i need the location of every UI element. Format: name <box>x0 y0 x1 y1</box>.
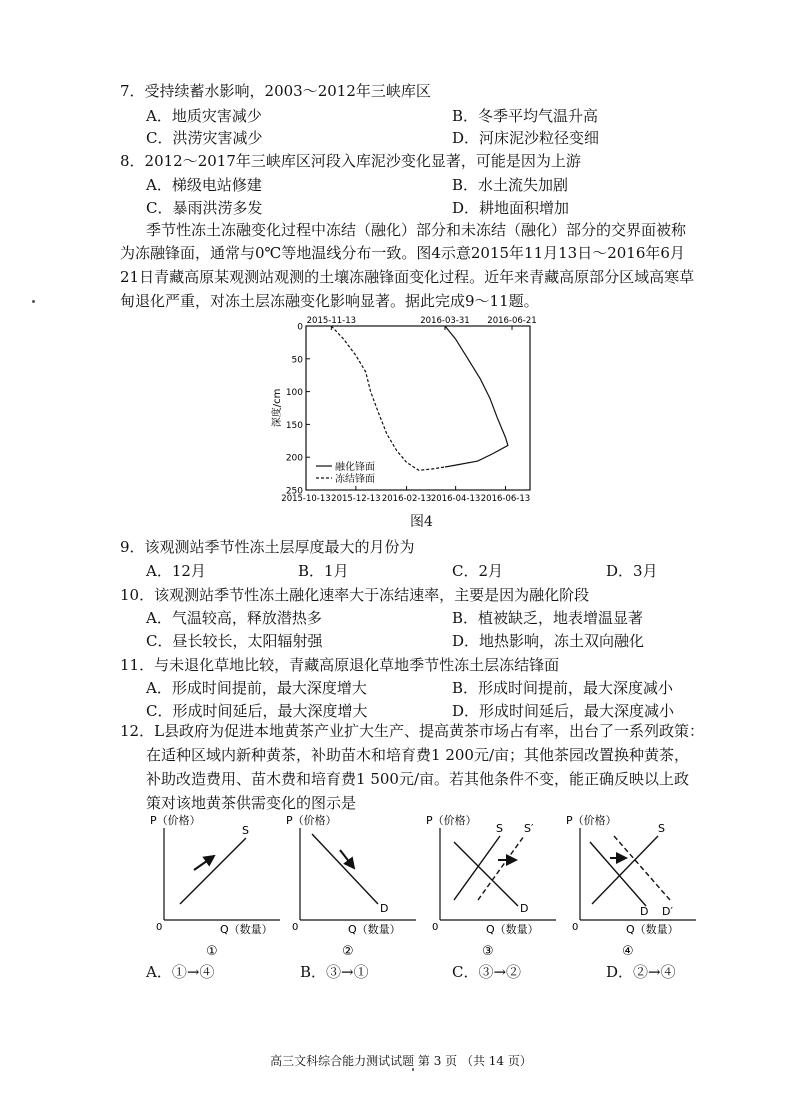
q10-option-b: B．植被缺乏，地表增温显著 <box>452 609 644 627</box>
x-tick-label: 2015-12-13 <box>331 494 381 504</box>
q11-option-a: A．形成时间提前，最大深度增大 <box>146 679 367 697</box>
intro-line-3: 21日青藏高原某观测站观测的土壤冻融锋面变化过程。近年来青藏高原部分区域高寒草 <box>120 268 695 286</box>
intro-line-2: 为冻融锋面，通常与0℃等地温线分布一致。图4示意2015年11月13日～2016年6月 <box>120 244 685 262</box>
q12-line-4: 策对该地黄茶供需变化的图示是 <box>146 794 357 812</box>
q12-option-b: B．③→① <box>300 963 369 981</box>
q9-option-d: D．3月 <box>606 562 658 580</box>
intro-line-1: 季节性冻土冻融变化过程中冻结（融化）部分和未冻结（融化）部分的交界面被称 <box>146 221 687 239</box>
graph-4-quantity-axis-label: Q（数量） <box>626 923 679 936</box>
page-footer: 高三文科综合能力测试试题 第 3 页 （共 14 页） <box>270 1054 532 1068</box>
graph-1-number: ① <box>206 944 218 959</box>
graph-2-label-d: D <box>380 902 389 915</box>
series-freeze-front-line <box>331 326 445 470</box>
q11-option-c: C．形成时间延后，最大深度增大 <box>146 702 368 720</box>
scan-speck <box>32 300 35 303</box>
y-tick-label: 0 <box>297 322 303 333</box>
q11-stem: 11．与未退化草地比较，青藏高原退化草地季节性冻土层冻结锋面 <box>120 656 560 674</box>
q7-option-d: D．河床泥沙粒径变细 <box>452 129 600 147</box>
graph-1-price-axis-label: P（价格） <box>150 814 201 827</box>
graph-2-price-axis-label: P（价格） <box>286 814 337 827</box>
graph-3-label-s: S <box>496 822 503 835</box>
q10-option-d: D．地热影响，冻土双向融化 <box>452 632 645 650</box>
graph-1-quantity-axis-label: Q（数量） <box>220 923 273 936</box>
q10-option-a: A．气温较高，释放潜热多 <box>146 609 322 627</box>
figure-4-caption: 图4 <box>410 514 433 530</box>
q12-option-c: C．③→② <box>452 963 522 981</box>
q9-option-b: B．1月 <box>298 562 349 580</box>
q12-line-3: 补助改造费用、苗木费和培育费1 500元/亩。若其他条件不变，能正确反映以上政 <box>146 770 689 788</box>
q9-option-c: C．2月 <box>452 562 504 580</box>
graph-4-demand-curve-shifted <box>614 836 670 900</box>
graph-2-demand-curve <box>312 834 378 904</box>
figure-4-freeze-thaw-chart <box>270 312 570 512</box>
supply-demand-graphs <box>150 812 710 960</box>
q9-stem: 9．该观测站季节性冻土层厚度最大的月份为 <box>120 538 415 556</box>
graph-1-supply-curve <box>180 838 246 904</box>
scan-speck <box>412 1068 414 1071</box>
graph-4-label-d-prime: D′ <box>662 905 673 918</box>
graph-1-shift-arrow <box>194 856 214 870</box>
graph-1-label-s: S <box>242 824 249 837</box>
graph-3 <box>426 813 556 959</box>
legend-freeze-label: 冻结锋面 <box>335 474 375 485</box>
q8-stem: 8．2012～2017年三峡库区河段入库泥沙变化显著，可能是因为上游 <box>120 152 581 170</box>
q7-option-b: B．冬季平均气温升高 <box>452 107 599 125</box>
graph-2-number: ② <box>342 944 354 959</box>
graph-4-number: ④ <box>622 944 634 959</box>
graph-1-origin: 0 <box>156 922 163 933</box>
x-tick-label: 2016-02-13 <box>381 494 432 504</box>
graph-4-price-axis-label: P（价格） <box>566 814 617 827</box>
q9-option-a: A．12月 <box>146 562 206 580</box>
q10-stem: 10．该观测站季节性冻土融化速率大于冻结速率，主要是因为融化阶段 <box>120 586 590 604</box>
y-tick-label: 50 <box>291 355 303 366</box>
x-tick-label: 2016-04-13 <box>430 494 481 504</box>
y-tick-label: 250 <box>285 486 303 497</box>
graph-3-price-axis-label: P（价格） <box>426 814 477 827</box>
graph-3-supply-curve-shifted <box>478 836 524 900</box>
graph-3-number: ③ <box>482 944 494 959</box>
q12-line-1: 12．L县政府为促进本地黄茶产业扩大生产、提高黄茶市场占有率，出台了一系列政策： <box>120 722 705 740</box>
y-tick-label: 200 <box>285 453 303 464</box>
graph-3-demand-curve <box>454 842 518 906</box>
q8-option-d: D．耕地面积增加 <box>452 199 570 217</box>
graph-4 <box>566 813 696 959</box>
graph-3-supply-curve <box>454 836 500 900</box>
graph-3-label-d: D <box>520 902 529 915</box>
graph-4-demand-curve <box>590 842 646 906</box>
graph-3-origin: 0 <box>432 922 439 933</box>
intro-line-4: 甸退化严重，对冻土层冻融变化影响显著。据此完成9～11题。 <box>120 292 539 310</box>
q7-option-c: C．洪涝灾害减少 <box>146 129 263 147</box>
graph-4-label-d: D <box>640 905 649 918</box>
q10-option-c: C．昼长较长，太阳辐射强 <box>146 632 323 650</box>
graph-4-label-s: S <box>658 822 665 835</box>
x-tick-label: 2015-10-13 <box>281 494 331 504</box>
y-tick-label: 100 <box>285 388 303 399</box>
y-axis-label: 深度/cm <box>272 388 283 428</box>
q8-option-b: B．水土流失加剧 <box>452 176 569 194</box>
x-top-tick-label: 2016-06-21 <box>487 316 537 326</box>
graph-3-quantity-axis-label: Q（数量） <box>486 923 539 936</box>
graph-4-origin: 0 <box>572 922 579 933</box>
y-tick-label: 150 <box>285 420 303 431</box>
q7-stem: 7．受持续蓄水影响，2003～2012年三峡库区 <box>120 82 431 100</box>
q11-option-d: D．形成时间延后，最大深度减小 <box>452 702 675 720</box>
x-top-tick-label: 2015-11-13 <box>306 316 357 326</box>
x-tick-label: 2016-06-13 <box>480 494 531 504</box>
graph-2-origin: 0 <box>292 922 299 933</box>
q8-option-a: A．梯级电站修建 <box>146 176 262 194</box>
graph-4-supply-curve <box>592 836 658 904</box>
q7-option-a: A．地质灾害减少 <box>146 107 262 125</box>
q11-option-b: B．形成时间提前，最大深度减小 <box>452 679 674 697</box>
graph-2-quantity-axis-label: Q（数量） <box>348 923 401 936</box>
series-melt-front-line <box>445 326 508 467</box>
x-top-tick-label: 2016-03-31 <box>420 316 470 326</box>
graph-2 <box>286 813 416 959</box>
graph-1 <box>150 813 280 959</box>
graph-3-label-s-prime: S′ <box>524 822 534 835</box>
q12-option-a: A．①→④ <box>146 963 215 981</box>
legend-melt-label: 融化锋面 <box>335 462 375 473</box>
q12-option-d: D．②→④ <box>606 963 676 981</box>
q12-line-2: 在适种区域内新种黄茶，补助苗木和培育费1 200元/亩；其他茶园改置换种黄茶， <box>146 746 689 764</box>
q8-option-c: C．暴雨洪涝多发 <box>146 199 263 217</box>
